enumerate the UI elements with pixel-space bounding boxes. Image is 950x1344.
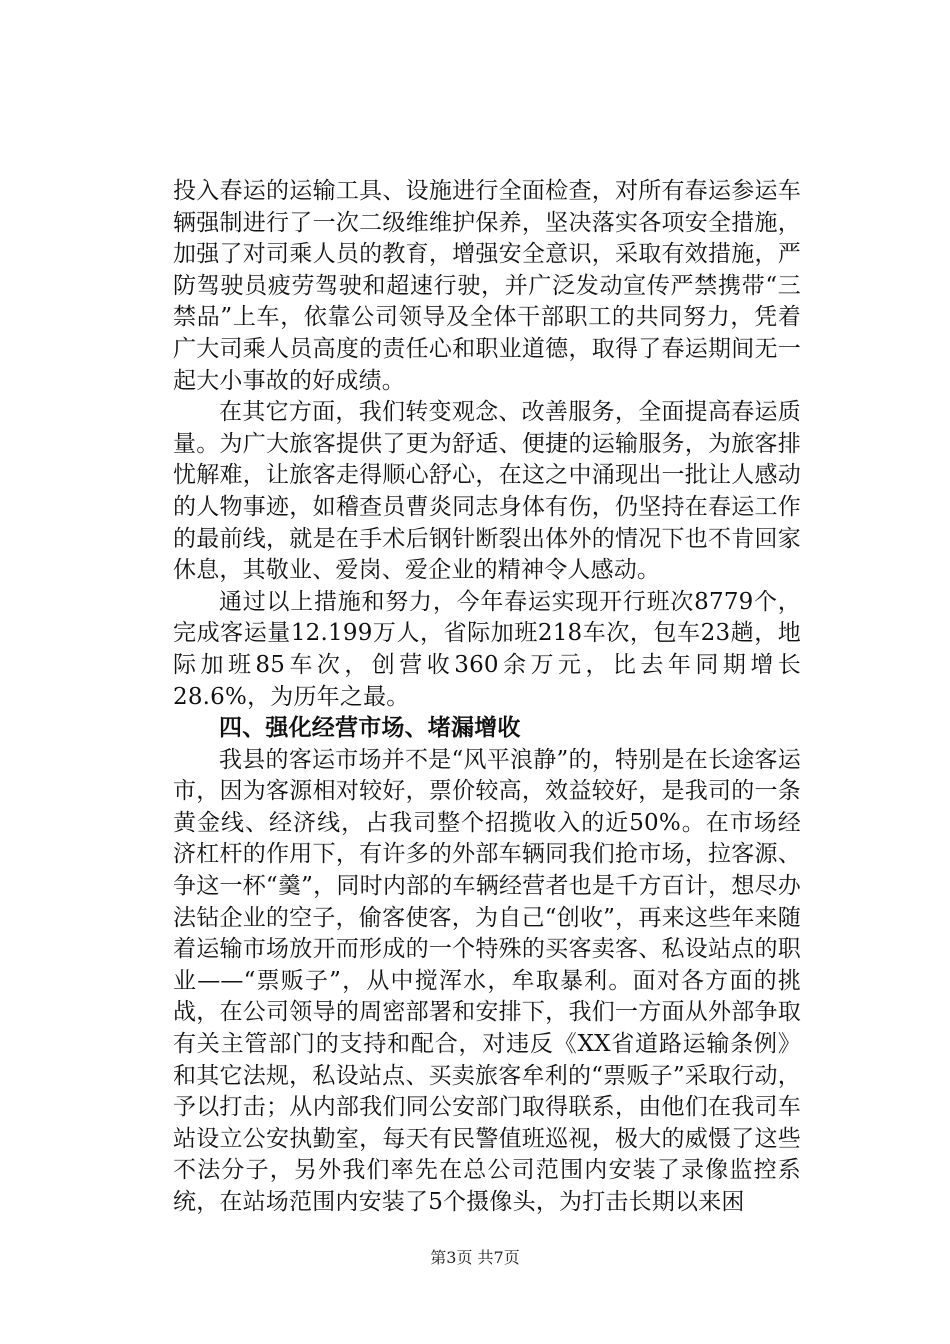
paragraph-market: 我县的客运市场并不是“风平浪静”的，特别是在长途客运市，因为客源相对较好，票价较高，效益较好，是我司的一条黄金线、经济线，占我司整个招揽收入的近50%。在市场经济杠杆的作用下，有许多的外部车辆同我们抢市场，拉客源、争这一杯“羹”，同时内部的车辆经营者也是千方百计，想尽办法钻企业的空子，偷客使客，为自己“创收”，再来这些年来随着运输市场放开而形成的一个特殊的买客卖客、私设站点的职业——“票贩子”，从中搅浑水，牟取暴利。面对各方面的挑战，在公司领导的周密部署和安排下，我们一方面从外部争取有关主管部门的支持和配合，对违反《XX省道路运输条例》和其它法规，私设站点、买卖旅客牟利的“票贩子”采取行动，予以打击；从内部我们同公安部门取得联系，由他们在我司车站设立公安执勤室，每天有民警值班巡视，极大的威慑了这些不法分子，另外我们率先在总公司范围内安装了录像监控系统，在站场范围内安装了5个摄像头，为打击长期以来困: [173, 746, 801, 1215]
paragraph-safety: 投入春运的运输工具、设施进行全面检查，对所有春运参运车辆强制进行了一次二级维维护保养，坚决落实各项安全措施，加强了对司乘人员的教育，增强安全意识，采取有效措施，严防驾驶员疲劳驾驶和超速行驶，并广泛发动宣传严禁携带“三禁品”上车，依靠公司领导及全体干部职工的共同努力，凭着广大司乘人员高度的责任心和职业道德，取得了春运期间无一起大小事故的好成绩。: [173, 178, 801, 394]
section-heading: 四、强化经营市场、堵漏增收: [219, 715, 521, 742]
document-body: [173, 176, 801, 1219]
page-footer: 第3页 共7页: [430, 1248, 520, 1267]
paragraph-service: 在其它方面，我们转变观念、改善服务，全面提高春运质量。为广大旅客提供了更为舒适、便捷的运输服务，为旅客排忧解难，让旅客走得顺心舒心，在这之中涌现出一批让人感动的人物事迹，如稽查员曹炎同志身体有伤，仍坚持在春运工作的最前线，就是在手术后钢针断裂出体外的情况下也不肯回家休息，其敬业、爱岗、爱企业的精神令人感动。: [173, 399, 801, 584]
paragraph-results: 通过以上措施和努力，今年春运实现开行班次8779个，完成客运量12.199万人，省际加班218车次，包车23趟，地际加班85车次，创营收360余万元，比去年同期增长28.6%，为历年之最。: [173, 588, 801, 710]
